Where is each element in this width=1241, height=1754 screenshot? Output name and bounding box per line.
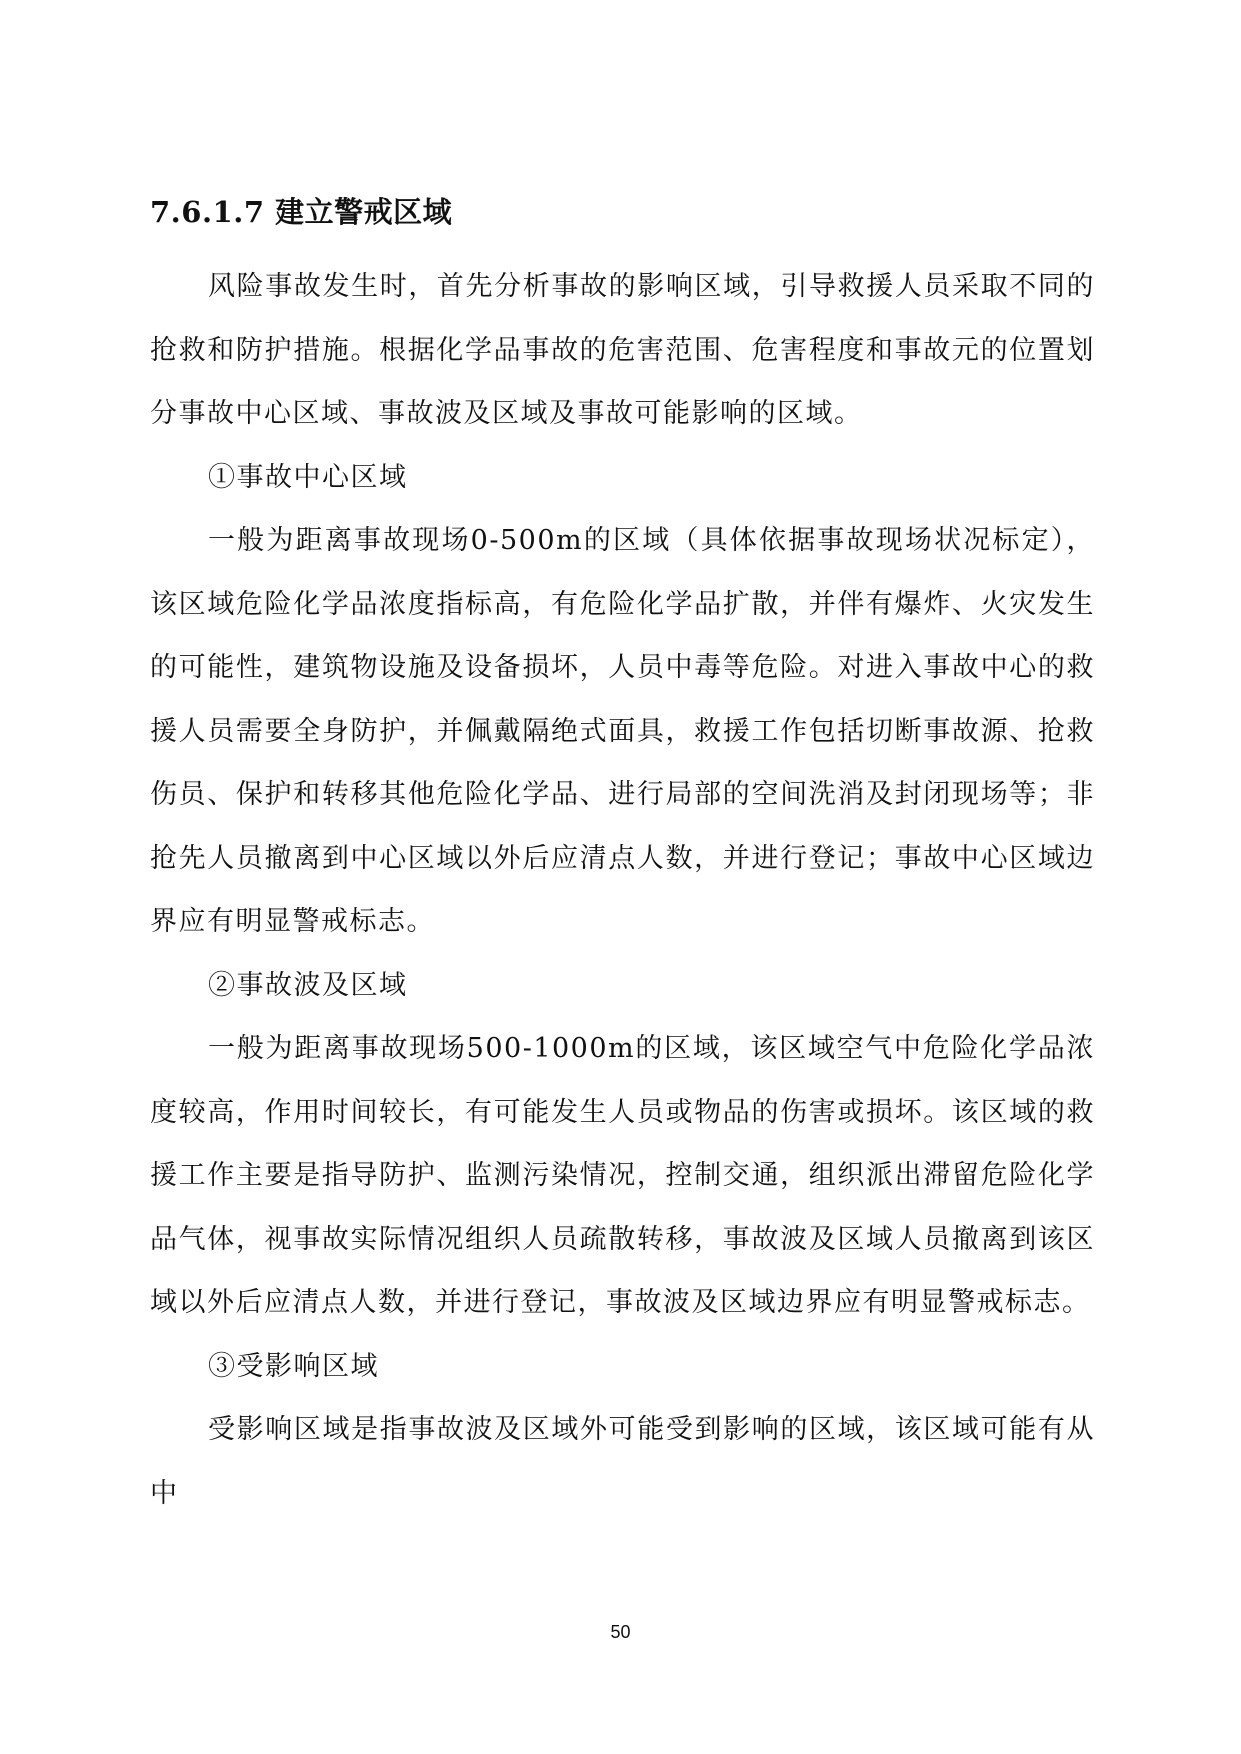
zone-body-affected: 受影响区域是指事故波及区域外可能受到影响的区域，该区域可能有从中 (150, 1414, 1095, 1509)
zone-title-center: ①事故中心区域 (208, 461, 408, 493)
page-content (150, 192, 1095, 1525)
page-number: 50 (610, 1622, 631, 1642)
zone-title-affected: ③受影响区域 (208, 1350, 379, 1382)
zone-body-center: 一般为距离事故现场0-500m的区域（具体依据事故现场状况标定），该区域危险化学品浓度指标高，有危险化学品扩散，并伴有爆炸、火灾发生的可能性，建筑物设施及设备损坏，人员中毒等危险。对进入事故中心的救援人员需要全身防护，并佩戴隔绝式面具，救援工作包括切断事故源、抢救伤员、保护和转移其他危险化学品、进行局部的空间洗消及封闭现场等；非抢先人员撤离到中心区域以外后应清点人数，并进行登记；事故中心区域边界应有明显警戒标志。 (150, 525, 1095, 937)
section-heading: 7.6.1.7 建立警戒区域 (150, 195, 453, 229)
intro-paragraph: 风险事故发生时，首先分析事故的影响区域，引导救援人员采取不同的抢救和防护措施。根据化学品事故的危害范围、危害程度和事故元的位置划分事故中心区域、事故波及区域及事故可能影响的区域。 (150, 271, 1095, 429)
zone-body-spread: 一般为距离事故现场500-1000m的区域，该区域空气中危险化学品浓度较高，作用时间较长，有可能发生人员或物品的伤害或损坏。该区域的救援工作主要是指导防护、监测污染情况，控制交通，组织派出滞留危险化学品气体，视事故实际情况组织人员疏散转移，事故波及区域人员撤离到该区域以外后应清点人数，并进行登记，事故波及区域边界应有明显警戒标志。 (150, 1033, 1095, 1318)
zone-title-spread: ②事故波及区域 (208, 969, 408, 1001)
